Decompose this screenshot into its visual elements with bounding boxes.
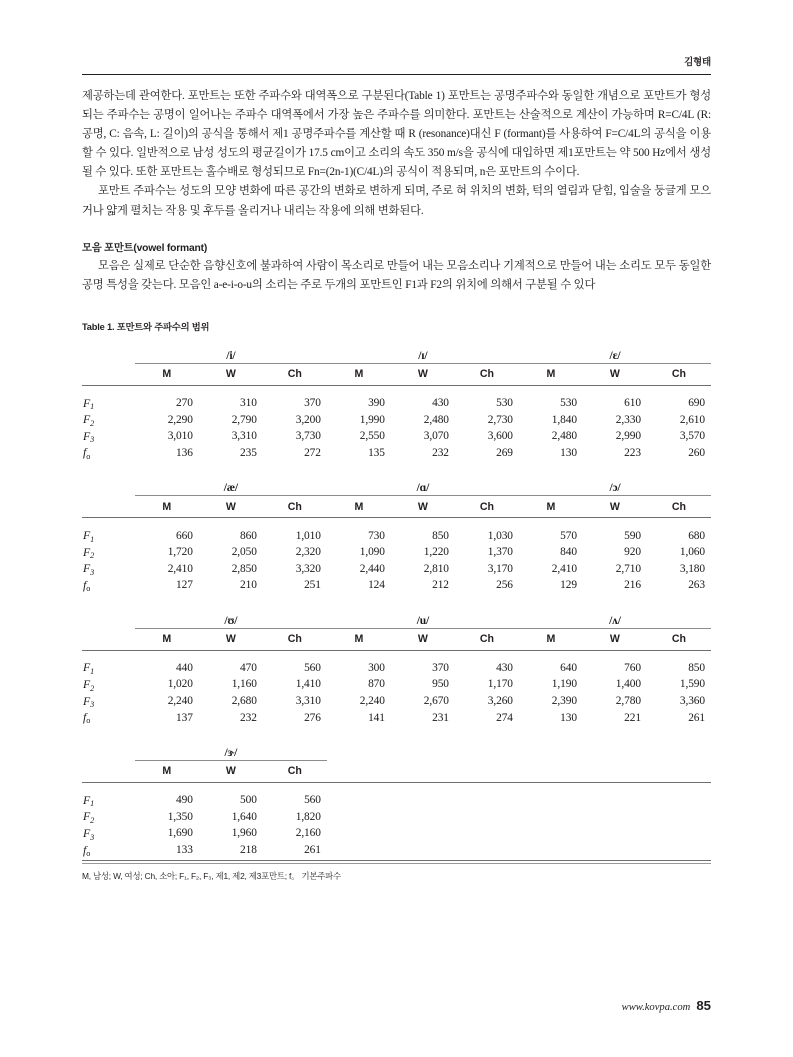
table-cell: 2,810 xyxy=(423,562,449,575)
table-cell: 133 xyxy=(176,844,193,857)
table-cell: 690 xyxy=(688,397,705,410)
row-label: fo xyxy=(83,577,91,593)
table-cell: 2,850 xyxy=(231,562,257,575)
table-cell: 276 xyxy=(304,711,321,724)
column-subheader: Ch xyxy=(479,633,494,646)
table-cell-empty xyxy=(391,825,455,842)
table-cell: 2,610 xyxy=(679,413,705,426)
table-cell: 1,590 xyxy=(679,678,705,691)
table-cell: 124 xyxy=(368,579,385,592)
table-cell: 136 xyxy=(176,446,193,459)
table-cell: 2,290 xyxy=(167,413,193,426)
table-row xyxy=(82,411,711,428)
table-cell: 2,670 xyxy=(423,695,449,708)
table-cell-empty xyxy=(647,792,711,809)
row-label-subscript: 1 xyxy=(90,534,95,544)
table-row xyxy=(82,842,711,859)
subheader-row-label-spacer xyxy=(82,760,135,782)
table-cell: 1,160 xyxy=(231,678,257,691)
row-label: fo xyxy=(83,842,91,858)
vowel-header-row xyxy=(82,472,711,496)
table-cell-empty xyxy=(327,792,391,809)
table-cell: 680 xyxy=(688,529,705,542)
table-cell: 2,550 xyxy=(359,430,385,443)
table-cell-empty xyxy=(583,825,647,842)
vowel-group-header: /i/ xyxy=(135,340,327,364)
table-cell: 263 xyxy=(688,579,705,592)
row-label: $F_2$ xyxy=(83,676,95,693)
table-cell: 261 xyxy=(688,711,705,724)
table-cell: 2,410 xyxy=(167,562,193,575)
row-label: $F_1$ xyxy=(83,528,95,544)
vowel-group-header: /ɪ/ xyxy=(327,340,519,364)
table-cell: 2,730 xyxy=(487,413,513,426)
table-cell-empty xyxy=(583,792,647,809)
vowel-row-label-spacer xyxy=(82,605,135,629)
table-cell-empty xyxy=(455,842,519,859)
formant-frequency-table xyxy=(82,340,711,859)
table-cell: 850 xyxy=(688,661,705,674)
table-cell: 1,720 xyxy=(167,546,193,559)
table-cell: 860 xyxy=(240,529,257,542)
table-cell: 760 xyxy=(624,661,641,674)
table-caption-text: 포만트와 주파수의 범위 xyxy=(116,321,210,332)
vowel-group-header: /ɛ/ xyxy=(519,340,711,364)
column-subheader: Ch xyxy=(287,765,302,778)
table-cell: 590 xyxy=(624,529,641,542)
table-cell: 850 xyxy=(432,529,449,542)
table-caption xyxy=(82,319,711,333)
row-label: $F_2$ xyxy=(83,544,95,561)
table-cell: 3,320 xyxy=(295,562,321,575)
page-footer xyxy=(622,998,711,1013)
table-cell: 2,990 xyxy=(615,430,641,443)
table-cell: 3,070 xyxy=(423,430,449,443)
table-bottom-rule xyxy=(82,860,711,864)
vowel-group-header: /u/ xyxy=(327,605,519,629)
row-label-subscript: 1 xyxy=(90,402,95,412)
table-cell: 1,640 xyxy=(231,810,257,823)
subheader-row-label-spacer xyxy=(82,628,135,650)
column-subheader: M xyxy=(162,500,172,513)
table-cell: 210 xyxy=(240,579,257,592)
row-label: $F_2$ xyxy=(83,412,95,428)
table-cell: 235 xyxy=(240,446,257,459)
table-cell: 3,360 xyxy=(679,695,705,708)
table-cell: 3,570 xyxy=(679,430,705,443)
subheader-row xyxy=(82,628,711,650)
table-cell: 1,010 xyxy=(295,529,321,542)
table-cell: 610 xyxy=(624,397,641,410)
row-label-subscript: 1 xyxy=(90,666,95,676)
table-cell: 440 xyxy=(176,661,193,674)
table-row xyxy=(82,527,711,544)
vowel-group-header: /ɑ/ xyxy=(327,472,519,496)
table-cell: 2,050 xyxy=(231,546,257,559)
table-cell: 730 xyxy=(368,529,385,542)
page-number: 85 xyxy=(696,998,711,1013)
table-cell: 1,820 xyxy=(295,810,321,823)
row-label-subscript: 2 xyxy=(90,418,95,428)
column-subheader: M xyxy=(546,500,556,513)
vowel-group-header: /ɔ/ xyxy=(519,472,711,496)
column-subheader-empty xyxy=(583,760,647,782)
column-subheader: Ch xyxy=(479,368,494,381)
vowel-group-header: /æ/ xyxy=(135,472,327,496)
row-label: $F_3$ xyxy=(83,825,95,842)
table-cell: 216 xyxy=(624,579,641,592)
column-subheader-empty xyxy=(391,760,455,782)
row-label-subscript: 3 xyxy=(90,832,95,842)
vowel-header-row xyxy=(82,605,711,629)
table-cell: 2,790 xyxy=(231,413,257,426)
table-cell: 530 xyxy=(560,397,577,410)
paragraph-1: 제공하는데 관여한다. 포만트는 또한 주파수와 대역폭으로 구분된다(Table 1) 포만트는 공명주파수와 동일한 개념으로 포만트가 형성되는 주파수는 공명이 일어나는 주파수 대역폭에서 가장 높은 주파수를 의미한다. 포만트는 산술적으로 계산이 가능하며 R=C/4L (R: 공명, C: 음속, L: 길이)의 공식을 통해서 제1 공명주파수를 계산할 때 R (resonance)대신 F (formant)를 사용하여 F=C/4L의 공식을 이용할 수 있다. 일반적으로 남성 성도의 평균길이가 17.5 cm이고 소리의 속도 350 m/s을 공식에 대입하면 제1포만트는 약 500 Hz에서 생성될 수 있다. 또한 포만트는 홀수배로 형성되므로 Fn=(2n-1)(C/4L)의 공식이 적용되며, n은 포만트의 수이다. xyxy=(82,90,711,179)
table-row xyxy=(82,544,711,561)
table-cell-empty xyxy=(455,825,519,842)
table-cell: 1,690 xyxy=(167,827,193,840)
column-subheader: Ch xyxy=(671,633,687,646)
section-heading: 모음 포만트(vowel formant) xyxy=(82,242,208,254)
table-cell: 3,010 xyxy=(167,430,193,443)
column-subheader-empty xyxy=(455,760,519,782)
table-cell: 300 xyxy=(368,661,385,674)
table-cell: 270 xyxy=(176,397,193,410)
table-cell-empty xyxy=(327,825,391,842)
table-footnote: M, 남성; W, 여성; Ch, 소아; F₁, F₂, F₃, 제1, 제2, 제3포만트; f。 기본주파수 xyxy=(82,871,341,882)
table-cell: 430 xyxy=(432,397,449,410)
table-cell: 3,600 xyxy=(487,430,513,443)
row-label-subscript: 3 xyxy=(90,567,95,577)
table-cell: 223 xyxy=(624,446,641,459)
table-cell: 3,170 xyxy=(487,562,513,575)
column-subheader: Ch xyxy=(671,368,687,381)
table-row xyxy=(82,560,711,577)
table-cell: 1,410 xyxy=(295,678,321,691)
table-cell: 2,240 xyxy=(359,695,385,708)
table-row xyxy=(82,693,711,710)
table-cell: 1,190 xyxy=(551,678,577,691)
row-label: $F_1$ xyxy=(83,792,95,809)
table-cell: 256 xyxy=(496,579,513,592)
table-cell: 1,350 xyxy=(167,810,193,823)
table-cell: 221 xyxy=(624,711,641,724)
column-subheader-empty xyxy=(647,760,711,782)
table-cell: 269 xyxy=(496,446,513,459)
column-subheader: M xyxy=(162,368,172,381)
table-cell: 1,960 xyxy=(231,827,257,840)
table-row xyxy=(82,809,711,826)
table-cell: 2,240 xyxy=(167,695,193,708)
table-cell: 1,020 xyxy=(167,678,193,691)
column-subheader: W xyxy=(225,500,236,513)
table-cell: 3,180 xyxy=(679,562,705,575)
table-cell: 2,480 xyxy=(423,413,449,426)
vowel-group-header-empty xyxy=(519,737,711,761)
table-cell-empty xyxy=(647,842,711,859)
row-label: $F_3$ xyxy=(83,428,95,445)
table-cell: 141 xyxy=(368,711,385,724)
column-subheader-empty xyxy=(327,760,391,782)
subheader-row xyxy=(82,496,711,518)
row-label-subscript: 1 xyxy=(90,799,95,809)
column-subheader: M xyxy=(162,765,172,778)
row-label: fo xyxy=(83,445,91,461)
row-label: $F_3$ xyxy=(83,561,95,577)
table-rule-spacer xyxy=(82,518,711,528)
table-cell: 430 xyxy=(496,661,513,674)
table-cell: 370 xyxy=(304,397,321,410)
table-cell-empty xyxy=(519,792,583,809)
column-subheader: M xyxy=(162,633,172,646)
table-cell: 2,440 xyxy=(359,562,385,575)
table-cell: 640 xyxy=(560,661,577,674)
table-cell: 130 xyxy=(560,446,577,459)
table-cell: 1,400 xyxy=(615,678,641,691)
table-cell: 1,090 xyxy=(359,546,385,559)
table-cell: 370 xyxy=(432,661,449,674)
table-cell: 2,780 xyxy=(615,695,641,708)
table-cell: 310 xyxy=(240,397,257,410)
table-cell: 560 xyxy=(304,661,321,674)
table-cell: 3,730 xyxy=(295,430,321,443)
table-cell: 490 xyxy=(176,794,193,807)
table-cell: 3,310 xyxy=(231,430,257,443)
vowel-header-row xyxy=(82,737,711,761)
row-label-subscript: o xyxy=(86,716,91,726)
table-row xyxy=(82,428,711,445)
table-cell: 2,480 xyxy=(551,430,577,443)
table-row xyxy=(82,445,711,462)
column-subheader-empty xyxy=(519,760,583,782)
subheader-row xyxy=(82,760,711,782)
column-subheader: M xyxy=(354,500,364,513)
subheader-row-label-spacer xyxy=(82,363,135,385)
vowel-group-header: /ʌ/ xyxy=(519,605,711,629)
running-head: 김형태 xyxy=(684,57,711,68)
row-label-subscript: 3 xyxy=(90,700,95,710)
table-cell: 560 xyxy=(304,794,321,807)
table-cell: 1,990 xyxy=(359,413,385,426)
column-subheader: Ch xyxy=(287,500,302,513)
table-cell: 261 xyxy=(304,844,321,857)
column-subheader: Ch xyxy=(287,368,302,381)
column-subheader: Ch xyxy=(287,633,302,646)
table-cell: 1,060 xyxy=(679,546,705,559)
table-cell: 232 xyxy=(240,711,257,724)
row-label: $F_2$ xyxy=(83,809,95,825)
table-cell: 1,220 xyxy=(423,546,449,559)
table-block-gap xyxy=(82,726,711,737)
paragraph-2: 포만트 주파수는 성도의 모양 변화에 따른 공간의 변화로 변하게 되며, 주로 혀 위치의 변화, 턱의 열림과 닫힘, 입술을 둥글게 모으거나 얇게 펼치는 작용 및 후두를 올리거나 내리는 작용에 의해 변화된다. xyxy=(82,185,711,217)
vowel-group-header-empty xyxy=(327,737,519,761)
table-row xyxy=(82,577,711,594)
table-cell: 251 xyxy=(304,579,321,592)
section-paragraph-1: 모음은 실제로 단순한 음향신호에 불과하여 사람이 목소리로 만들어 내는 모음소리나 기계적으로 만들어 내는 소리도 모두 동일한 공명 특성을 갖는다. 모음인 a-e-i-o-u의 소리는 주로 두개의 포만트인 F1과 F2의 위치에 의해서 구분될 수 있다 xyxy=(82,259,711,291)
table-cell-empty xyxy=(391,842,455,859)
column-subheader: M xyxy=(546,633,556,646)
table-cell: 530 xyxy=(496,397,513,410)
table-rule-spacer xyxy=(82,385,711,395)
table-cell: 231 xyxy=(432,711,449,724)
table-caption-label: Table 1. xyxy=(82,321,115,332)
table-cell: 570 xyxy=(560,529,577,542)
row-label-subscript: 2 xyxy=(90,551,95,561)
table-block-gap xyxy=(82,461,711,472)
vowel-row-label-spacer xyxy=(82,737,135,761)
row-label: $F_1$ xyxy=(83,395,95,412)
table-cell: 2,320 xyxy=(295,546,321,559)
table-cell: 840 xyxy=(560,546,577,559)
table-cell: 232 xyxy=(432,446,449,459)
row-label: $F_3$ xyxy=(83,693,95,710)
table-rule-spacer xyxy=(82,782,711,792)
table-row xyxy=(82,792,711,809)
column-subheader: M xyxy=(354,368,364,381)
table-cell-empty xyxy=(327,809,391,826)
vowel-group-header: /ɝ/ xyxy=(135,737,327,761)
table-cell: 272 xyxy=(304,446,321,459)
column-subheader: Ch xyxy=(479,500,494,513)
table-cell: 260 xyxy=(688,446,705,459)
table-cell: 130 xyxy=(560,711,577,724)
column-subheader: W xyxy=(417,500,428,513)
column-subheader: W xyxy=(225,765,236,778)
column-subheader: W xyxy=(609,633,620,646)
column-subheader: Ch xyxy=(671,500,687,513)
table-cell: 390 xyxy=(368,397,385,410)
table-cell-empty xyxy=(327,842,391,859)
vowel-header-row xyxy=(82,340,711,364)
section-text-block xyxy=(82,257,711,295)
subheader-row-label-spacer xyxy=(82,496,135,518)
vowel-group-header: /ʊ/ xyxy=(135,605,327,629)
column-subheader: W xyxy=(609,368,620,381)
table-cell: 2,390 xyxy=(551,695,577,708)
table-cell-empty xyxy=(519,842,583,859)
table-row xyxy=(82,395,711,412)
table-cell: 500 xyxy=(240,794,257,807)
table-cell: 2,410 xyxy=(551,562,577,575)
table-cell: 218 xyxy=(240,844,257,857)
table-cell: 137 xyxy=(176,711,193,724)
body-text-block xyxy=(82,87,711,221)
footer-url: www.kovpa.com xyxy=(621,1002,691,1013)
row-label-subscript: 2 xyxy=(90,815,95,825)
table-cell: 127 xyxy=(176,579,193,592)
table-cell-empty xyxy=(583,842,647,859)
table-cell: 1,170 xyxy=(487,678,513,691)
table-cell-empty xyxy=(391,792,455,809)
table-row xyxy=(82,709,711,726)
table-cell: 2,330 xyxy=(615,413,641,426)
column-subheader: M xyxy=(354,633,364,646)
table-cell: 1,370 xyxy=(487,546,513,559)
table-cell: 2,710 xyxy=(615,562,641,575)
table-row xyxy=(82,825,711,842)
column-subheader: W xyxy=(609,500,620,513)
table-cell: 129 xyxy=(560,579,577,592)
table-cell: 2,160 xyxy=(295,827,321,840)
row-label: $F_1$ xyxy=(83,660,95,676)
table-cell: 3,260 xyxy=(487,695,513,708)
table-block-gap xyxy=(82,594,711,605)
row-label-subscript: 3 xyxy=(90,435,95,445)
table-cell-empty xyxy=(455,809,519,826)
table-cell-empty xyxy=(519,809,583,826)
table-row xyxy=(82,676,711,693)
table-cell: 870 xyxy=(368,678,385,691)
row-label-subscript: o xyxy=(86,848,91,858)
table-cell: 135 xyxy=(368,446,385,459)
column-subheader: W xyxy=(225,368,236,381)
table-cell-empty xyxy=(519,825,583,842)
table-rule-spacer xyxy=(82,650,711,660)
table-cell: 3,310 xyxy=(295,695,321,708)
table-cell: 660 xyxy=(176,529,193,542)
table-cell-empty xyxy=(647,825,711,842)
table-cell: 920 xyxy=(624,546,641,559)
header-divider xyxy=(82,74,711,75)
row-label-subscript: o xyxy=(86,583,91,593)
table-cell: 274 xyxy=(496,711,513,724)
row-label-subscript: 2 xyxy=(90,683,95,693)
table-cell: 212 xyxy=(432,579,449,592)
row-label: fo xyxy=(83,710,91,726)
table-cell-empty xyxy=(647,809,711,826)
vowel-row-label-spacer xyxy=(82,472,135,496)
table-cell-empty xyxy=(391,809,455,826)
table-cell-empty xyxy=(455,792,519,809)
table-cell: 950 xyxy=(432,678,449,691)
column-subheader: W xyxy=(417,633,428,646)
table-cell: 470 xyxy=(240,661,257,674)
table-cell: 2,680 xyxy=(231,695,257,708)
subheader-row xyxy=(82,363,711,385)
table-cell-empty xyxy=(583,809,647,826)
column-subheader: W xyxy=(417,368,428,381)
column-subheader: M xyxy=(546,368,556,381)
table-row xyxy=(82,660,711,677)
table-cell: 1,840 xyxy=(551,413,577,426)
row-label-subscript: o xyxy=(86,451,91,461)
table-cell: 1,030 xyxy=(487,529,513,542)
table-cell: 3,200 xyxy=(295,413,321,426)
vowel-row-label-spacer xyxy=(82,340,135,364)
column-subheader: W xyxy=(225,633,236,646)
